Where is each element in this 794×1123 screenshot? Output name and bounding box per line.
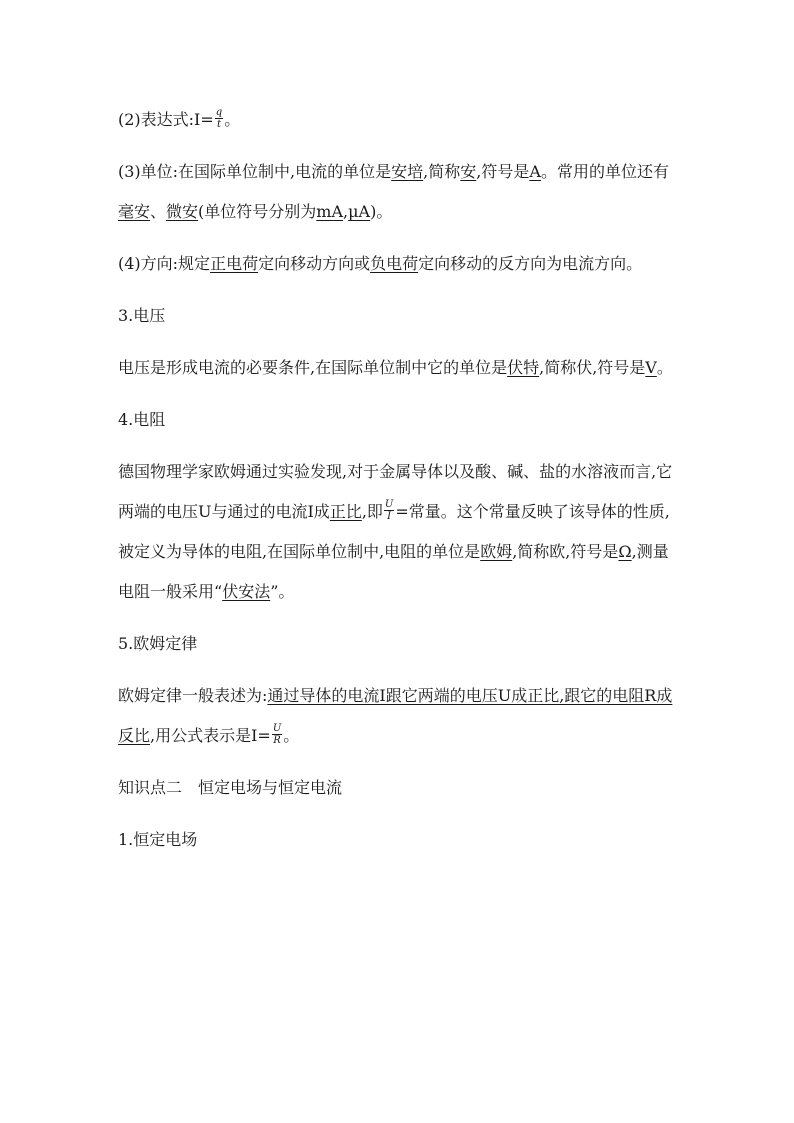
blank-answer: 欧姆 [480, 542, 513, 561]
resistance-paragraph [118, 452, 678, 612]
fraction-denominator: R [273, 735, 281, 746]
text: 。 [283, 726, 300, 745]
blank-answer: 通过导体的电流I跟它两端的电压U成正比,跟它的电阻R成反比 [118, 686, 673, 745]
direction-paragraph [118, 244, 678, 284]
text: )。 [370, 202, 393, 221]
blank-answer: 毫安 [118, 202, 151, 221]
text: ,符号是 [476, 162, 530, 181]
text: (单位符号分别为 [198, 202, 317, 221]
blank-answer: 正比 [329, 502, 362, 521]
blank-answer: μA [348, 202, 371, 221]
fraction-q-over-t [215, 107, 223, 130]
blank-answer: 微安 [166, 202, 199, 221]
text: =常量。这个常量反映了该导体的性质,被定义为导体的电阻,在国际单位制中,电阻的单位是 [118, 502, 670, 561]
blank-answer: Ω [618, 542, 632, 561]
blank-answer: 伏安法 [222, 582, 271, 601]
section-heading-voltage: 3.电压 [118, 306, 166, 325]
section-heading-constant-field: 1.恒定电场 [118, 830, 198, 849]
voltage-paragraph [118, 348, 678, 388]
text: (4)方向:规定 [118, 254, 211, 273]
fraction-numerator: U [272, 723, 282, 734]
fraction-numerator: q [215, 107, 223, 118]
text: 。 [224, 110, 241, 129]
fraction-denominator: I [387, 511, 392, 522]
fraction-u-over-i [384, 499, 394, 522]
text: 、 [150, 202, 167, 221]
text: 德国物理学家欧姆通过实验发现,对于金属导体以及酸、碱、盐的水溶液而言,它两端的电压U与通过的电流I成 [118, 462, 673, 521]
text: (3)单位:在国际单位制中,电流的单位是 [118, 162, 392, 181]
text: 。 [656, 358, 673, 377]
text: 。常用的单位还有 [540, 162, 669, 181]
blank-answer: V [645, 358, 657, 377]
blank-answer: 伏特 [507, 358, 540, 377]
text: ,简称 [423, 162, 461, 181]
blank-answer: 负电荷 [370, 254, 419, 273]
document-page [118, 100, 678, 860]
text: ,即 [361, 502, 383, 521]
fraction-numerator: U [384, 499, 394, 510]
blank-answer: A [529, 162, 541, 181]
text: ,简称欧,符号是 [512, 542, 619, 561]
knowledge-point-heading: 知识点二 恒定电场与恒定电流 [118, 778, 343, 797]
section-heading-ohms-law: 5.欧姆定律 [118, 634, 198, 653]
ohms-law-paragraph [118, 676, 678, 756]
text: (2)表达式:I= [118, 110, 214, 129]
section-heading-resistance: 4.电阻 [118, 410, 166, 429]
text: , [343, 202, 349, 221]
unit-paragraph [118, 152, 678, 232]
expression-paragraph [118, 100, 678, 140]
text: ,测量电阻一般采用“ [118, 542, 669, 601]
text: ”。 [270, 582, 295, 601]
blank-answer: 安 [460, 162, 477, 181]
text: 定向移动的反方向为电流方向。 [418, 254, 643, 273]
fraction-denominator: t [216, 119, 222, 130]
text: ,简称伏,符号是 [539, 358, 646, 377]
fraction-u-over-r [272, 723, 282, 746]
text: ,用公式表示是I= [150, 726, 271, 745]
text: 欧姆定律一般表述为: [118, 686, 268, 705]
blank-answer: mA [316, 202, 344, 221]
blank-answer: 正电荷 [210, 254, 259, 273]
text: 定向移动方向或 [258, 254, 371, 273]
text: 电压是形成电流的必要条件,在国际单位制中它的单位是 [118, 358, 508, 377]
blank-answer: 安培 [391, 162, 424, 181]
